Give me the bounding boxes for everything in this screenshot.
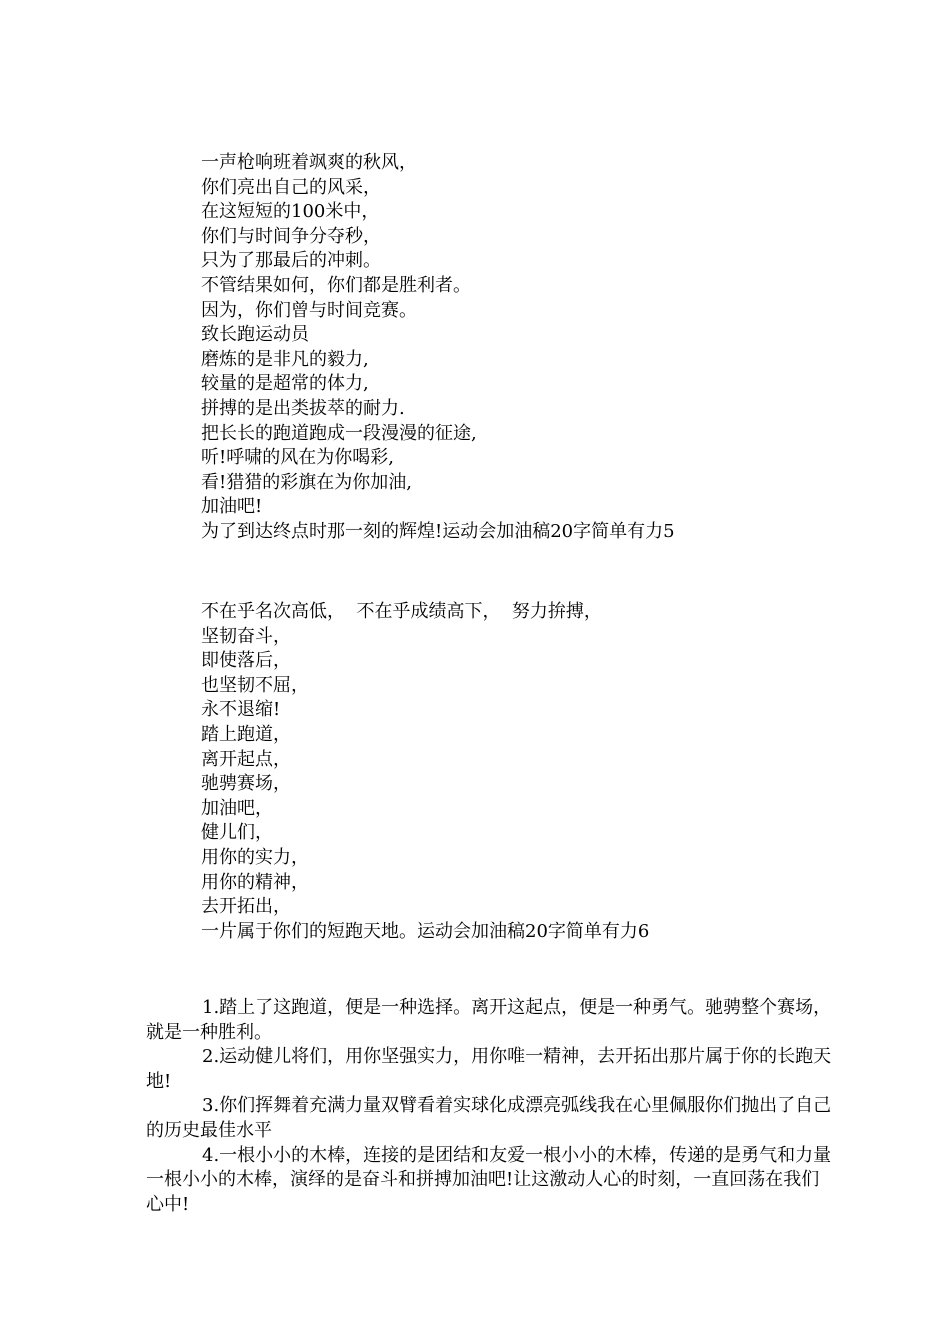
poem-line: 听!呼啸的风在为你喝彩, bbox=[201, 447, 394, 469]
poem-line: 去开拓出， bbox=[201, 896, 291, 918]
poem-line: 健儿们， bbox=[201, 822, 273, 844]
poem-line: 加油吧! bbox=[201, 496, 263, 518]
poem-line: 你们与时间争分夺秒， bbox=[201, 225, 381, 247]
list-item: 4.一根小小的木棒，连接的是团结和友爱一根小小的木棒，传递的是勇气和力量一根小小的木棒，演绎的是奋斗和拼搏加油吧!让这激动人心的时刻，一直回荡在我们心中! bbox=[146, 1144, 832, 1215]
poem-line: 用你的精神， bbox=[201, 871, 309, 893]
poem-line: 即使落后， bbox=[201, 650, 291, 672]
poem-line: 驰骋赛场， bbox=[201, 773, 291, 795]
numbered-cheer-list bbox=[146, 996, 836, 1217]
poem-line: 加油吧， bbox=[201, 797, 273, 819]
poem-line: 离开起点， bbox=[201, 748, 291, 770]
list-item: 1.踏上了这跑道，便是一种选择。离开这起点，便是一种勇气。驰骋整个赛场，就是一种胜利。 bbox=[146, 997, 832, 1043]
list-item: 2.运动健儿将们，用你坚强实力，用你唯一精神，去开拓出那片属于你的长跑天地! bbox=[146, 1046, 832, 1092]
poem-line: 一声枪响班着飒爽的秋风， bbox=[201, 152, 417, 173]
poem-line: 较量的是超常的体力, bbox=[201, 373, 369, 395]
poem-section-sprint bbox=[201, 151, 891, 545]
poem-line: 为了到达终点时那一刻的辉煌!运动会加油稿20字简单有力5 bbox=[201, 520, 675, 542]
poem-line: 拼搏的是出类拔萃的耐力. bbox=[201, 397, 405, 419]
poem-line: 在这短短的100米中， bbox=[201, 201, 380, 223]
poem-heading: 致长跑运动员 bbox=[201, 324, 309, 346]
list-item: 3.你们挥舞着充满力量双臂看着实球化成漂亮弧线我在心里佩服你们抛出了自己的历史最佳水平 bbox=[146, 1095, 832, 1141]
poem-line: 因为，你们曾与时间竞赛。 bbox=[201, 299, 417, 321]
poem-line: 看!猎猎的彩旗在为你加油, bbox=[201, 471, 412, 493]
poem-line: 一片属于你们的短跑天地。运动会加油稿20字简单有力6 bbox=[201, 920, 650, 942]
poem-line: 永不退缩! bbox=[201, 699, 281, 721]
poem-line: 你们亮出自己的风采， bbox=[201, 176, 381, 198]
poem-line: 坚韧奋斗， bbox=[201, 625, 291, 647]
poem-line: 踏上跑道， bbox=[201, 723, 291, 745]
poem-line: 也坚韧不屈， bbox=[201, 674, 309, 696]
poem-line: 把长长的跑道跑成一段漫漫的征途, bbox=[201, 422, 477, 444]
poem-line: 不在乎名次高低， 不在乎成绩高下， 努力拚搏， bbox=[201, 601, 602, 622]
poem-line: 用你的实力， bbox=[201, 846, 309, 868]
poem-line: 只为了那最后的冲刺。 bbox=[201, 250, 381, 272]
poem-line: 磨炼的是非凡的毅力, bbox=[201, 348, 369, 370]
poem-line: 不管结果如何，你们都是胜利者。 bbox=[201, 274, 471, 296]
poem-section-short-run bbox=[201, 600, 891, 944]
